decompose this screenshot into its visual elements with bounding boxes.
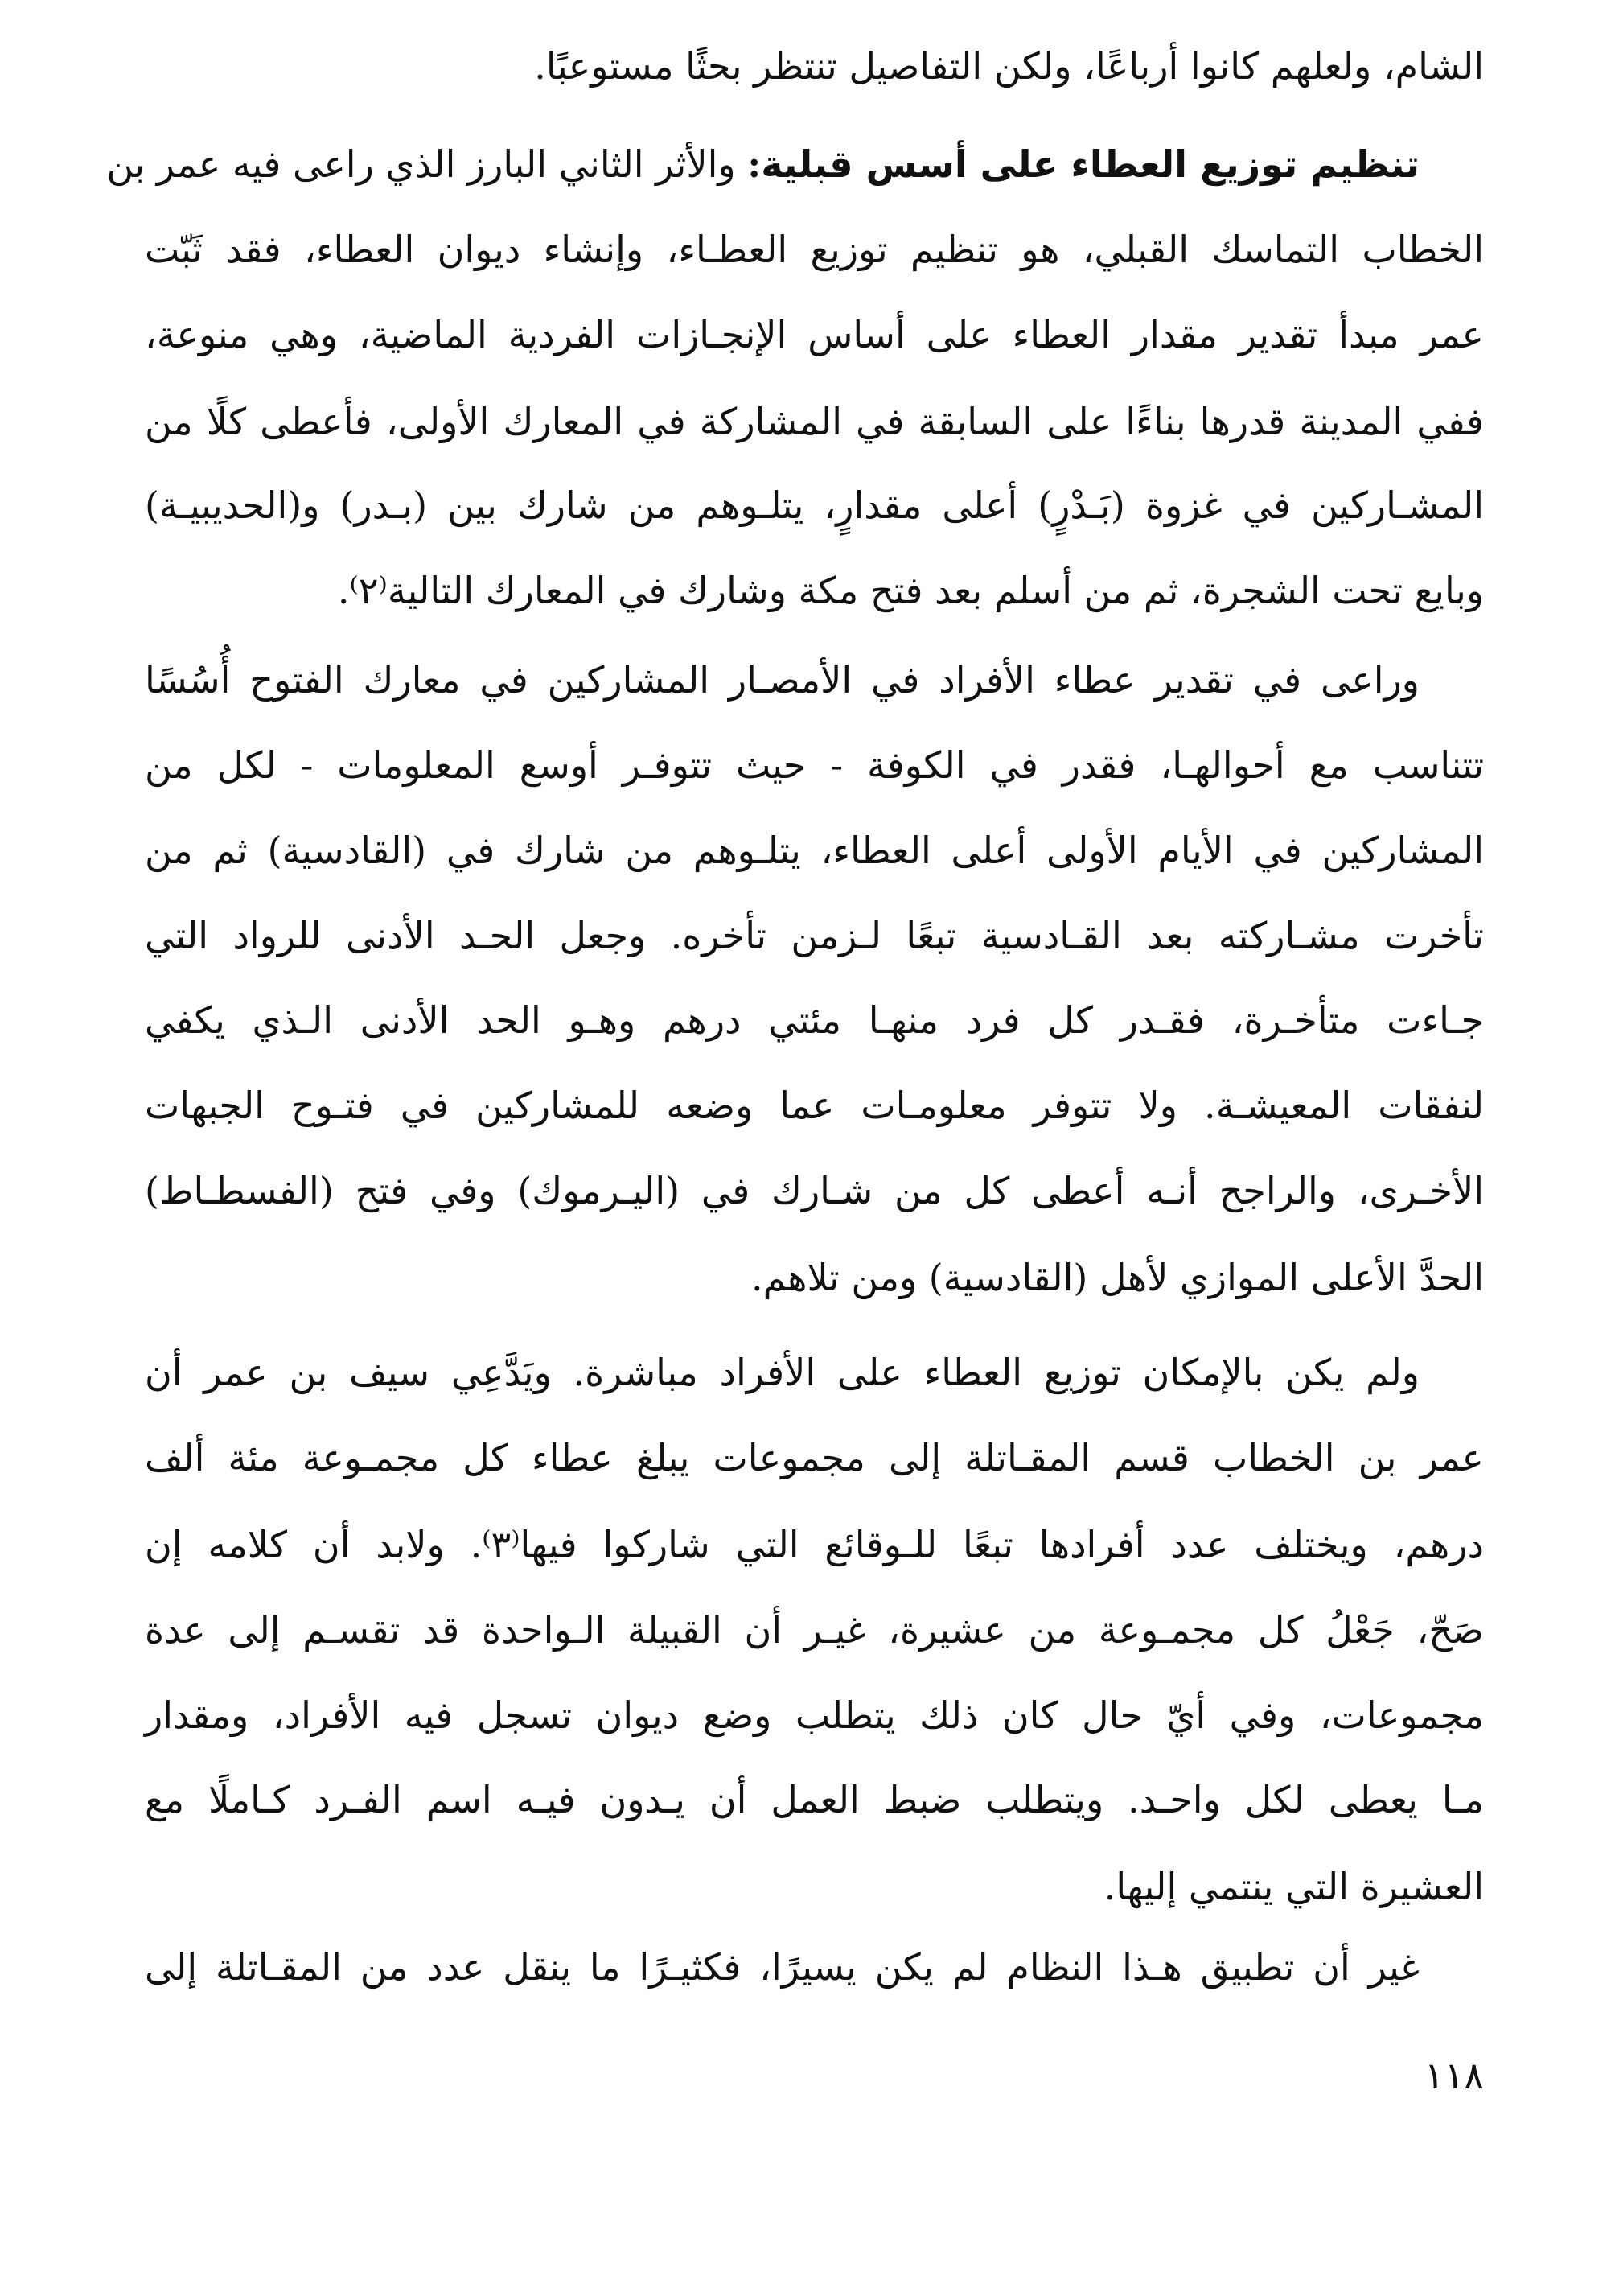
paragraph-line: الحدَّ الأعلى الموازي لأهل (القادسية) ومن تلاهم. <box>750 1256 1484 1299</box>
paragraph-line: عمر بن الخطاب قسم المقـاتلة إلى مجموعات يبلغ عطاء كل مجمـوعة مئة ألف <box>145 1436 1484 1479</box>
paragraph-line: وراعى في تقدير عطاء الأفراد في الأمصـار المشاركين في معارك الفتوح أُسُسًا <box>145 658 1420 702</box>
paragraph-line: ولم يكن بالإمكان توزيع العطاء على الأفراد مباشرة. ويَدَّعِي سيف بن عمر أن <box>145 1351 1420 1394</box>
paragraph-line-with-heading <box>106 124 1420 204</box>
paragraph-line: مجموعات، وفي أيّ حال كان ذلك يتطلب وضع ديوان تسجل فيه الأفراد، ومقدار <box>145 1693 1484 1737</box>
paragraph-line: المشاركين في الأيام الأولى أعلى العطاء، يتلـوهم من شارك في (القادسية) ثم من <box>145 829 1484 872</box>
paragraph-line: غير أن تطبيق هـذا النظام لم يكن يسيرًا، فكثيـرًا ما ينقل عدد من المقـاتلة إلى <box>145 1945 1420 1989</box>
paragraph-line: درهم، ويختلف عدد أفرادها تبعًا للـوقائع التي شاركوا فيها⁽٣⁾. ولابد أن كلامه إن <box>145 1523 1484 1566</box>
paragraph-line: تتناسب مع أحوالهـا، فقدر في الكوفة - حيث تتوفـر أوسع المعلومات - لكل من <box>145 743 1484 787</box>
paragraph-line: لنفقات المعيشـة. ولا تتوفر معلومـات عما وضعه للمشاركين في فتـوح الجبهات <box>145 1084 1484 1127</box>
paragraph-line: الخطاب التماسك القبلي، هو تنظيم توزيع العطـاء، وإنشاء ديوان العطاء، فقد ثَبّت <box>145 228 1484 271</box>
paragraph-line: العشيرة التي ينتمي إليها. <box>1103 1865 1484 1908</box>
paragraph-line: عمر مبدأ تقدير مقدار العطاء على أساس الإنجـازات الفردية الماضية، وهي منوعة، <box>145 313 1485 356</box>
paragraph-line: ففي المدينة قدرها بناءًا على السابقة في المشاركة في المعارك الأولى، فأعطى كلًا من <box>145 400 1484 443</box>
paragraph-text: والأثر الثاني البارز الذي راعى فيه عمر بن <box>106 142 736 186</box>
paragraph-line: وبايع تحت الشجرة، ثم من أسلم بعد فتح مكة وشارك في المعارك التالية⁽٢⁾. <box>337 569 1484 612</box>
section-heading: تنظيم توزيع العطاء على أسس قبلية: <box>747 142 1420 186</box>
paragraph-line: جـاءت متأخـرة، فقـدر كل فرد منهـا مئتي درهم وهـو الحد الأدنى الـذي يكفي <box>145 998 1484 1042</box>
paragraph-line: تأخرت مشـاركته بعد القـادسية تبعًا لـزمن تأخره. وجعل الحـد الأدنى للرواد التي <box>145 914 1484 957</box>
paragraph-line: المشـاركين في غزوة (بَـدْرٍ) أعلى مقدارٍ، يتلـوهم من شارك بين (بـدر) و(الحديبيـة) <box>145 483 1484 527</box>
paragraph-line: مـا يعطى لكل واحـد. ويتطلب ضبط العمل أن يـدون فيـه اسم الفـرد كـاملًا مع <box>145 1778 1484 1821</box>
paragraph-line: الشام، ولعلهم كانوا أرباعًا، ولكن التفاصيل تنتظر بحثًا مستوعبًا. <box>534 44 1484 88</box>
page-number: ١١٨ <box>1424 2054 1484 2097</box>
paragraph-line: صَحّ، جَعْلُ كل مجمـوعة من عشيرة، غيـر أن القبيلة الـواحدة قد تقسـم إلى عدة <box>145 1608 1484 1652</box>
paragraph-line: الأخـرى، والراجح أنـه أعطى كل من شـارك في (اليـرموك) وفي فتح (الفسطـاط) <box>145 1169 1484 1212</box>
